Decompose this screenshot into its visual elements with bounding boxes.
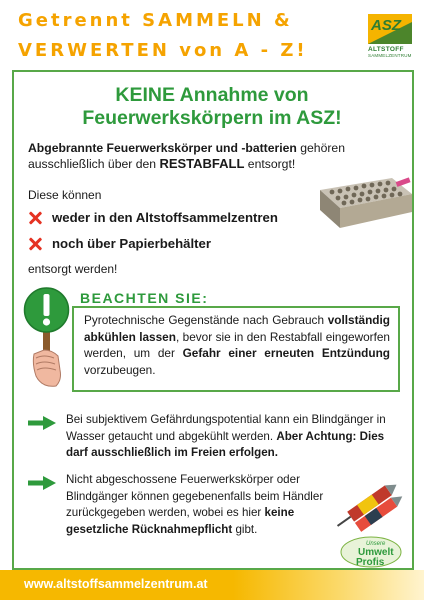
intro-paragraph bbox=[28, 140, 398, 172]
disposal-item-1 bbox=[28, 210, 278, 225]
disposal-item-1-label: weder in den Altstoffsammelzentren bbox=[52, 210, 278, 225]
badge-line-3: Profis bbox=[356, 557, 385, 568]
notice-t1: Pyrotechnische Gegenstände nach Gebrauch bbox=[84, 313, 328, 327]
notice-b2: Gefahr einer erneuten Entzündung bbox=[182, 346, 390, 360]
bullet-2 bbox=[66, 472, 338, 538]
badge-line-1: Unsere bbox=[366, 541, 386, 547]
asz-logo bbox=[368, 14, 412, 60]
asz-logo-text: ASZ bbox=[371, 17, 401, 34]
intro-restabfall: RESTABFALL bbox=[159, 156, 245, 171]
bullet-1-text: Bei subjektivem Gefährdungspotential kann ein Blindgänger in Wasser getaucht und abgekühlt werden. bbox=[66, 413, 386, 443]
main-title-line-1: KEINE Annahme von bbox=[115, 84, 309, 106]
red-cross-icon bbox=[28, 237, 42, 251]
bullet-2-bold: keine gesetzliche Rücknahmepflicht bbox=[66, 506, 295, 536]
header bbox=[0, 0, 424, 78]
umwelt-profis-badge bbox=[340, 536, 402, 568]
notice-text bbox=[84, 312, 390, 378]
notice-t2: , bevor sie in den Restabfall eingeworfen werden, um der bbox=[84, 329, 390, 360]
green-arrow-icon bbox=[28, 476, 56, 490]
disposal-tail: entsorgt werden! bbox=[28, 262, 118, 276]
footer-url-link[interactable]: www.altstoffsammelzentrum.at bbox=[24, 577, 208, 591]
bullet-1-bold: Aber Achtung: Dies darf ausschließlich im Freien erfolgen. bbox=[66, 429, 385, 459]
headline-von-a-z: von A - Z! bbox=[169, 40, 308, 61]
red-cross-icon bbox=[28, 211, 42, 225]
headline-getrennt: Getrennt bbox=[18, 10, 143, 31]
asz-logo-sub1: ALTSTOFF bbox=[368, 46, 404, 53]
asz-logo-sub2: SAMMELZENTRUM bbox=[368, 53, 412, 58]
warning-sign-icon bbox=[22, 284, 72, 392]
disposal-item-2 bbox=[28, 236, 211, 251]
badge-line-2: Umwelt bbox=[358, 547, 394, 558]
bullet-2-tail: gibt. bbox=[232, 522, 258, 536]
rocket-firework-icon bbox=[336, 464, 420, 536]
headline-line-2 bbox=[18, 40, 308, 61]
notice-heading: BEACHTEN SIE: bbox=[80, 290, 209, 306]
asz-logo-mark bbox=[368, 14, 412, 44]
intro-text-2: entsorgt! bbox=[244, 157, 296, 171]
headline-line-1 bbox=[18, 10, 293, 31]
footer-bar bbox=[0, 570, 424, 600]
intro-bold-1: Abgebrannte Feuerwerkskörper und -batterien bbox=[28, 141, 297, 155]
bullet-2-text: Nicht abgeschossene Feuerwerkskörper oder Blindgänger können gegebenenfalls beim Händler zurückgegeben werden, wobei es hier bbox=[66, 473, 324, 519]
notice-b1: vollständig abkühlen lassen bbox=[84, 313, 390, 344]
bullet-1 bbox=[66, 412, 402, 462]
headline-sammeln: SAMMELN & bbox=[142, 10, 293, 31]
main-title-line-2: Feuerwerkskörpern im ASZ! bbox=[82, 107, 342, 129]
disposal-item-2-label: noch über Papierbehälter bbox=[52, 236, 212, 251]
main-title bbox=[20, 84, 404, 130]
notice-t3: vorzubeugen. bbox=[84, 362, 156, 377]
green-arrow-icon bbox=[28, 416, 56, 430]
intro-text-1: gehören ausschließlich über den bbox=[28, 141, 345, 171]
disposal-lead: Diese können bbox=[28, 188, 102, 202]
headline-verwerten: VERWERTEN bbox=[18, 40, 170, 61]
firework-battery-icon bbox=[312, 172, 416, 232]
